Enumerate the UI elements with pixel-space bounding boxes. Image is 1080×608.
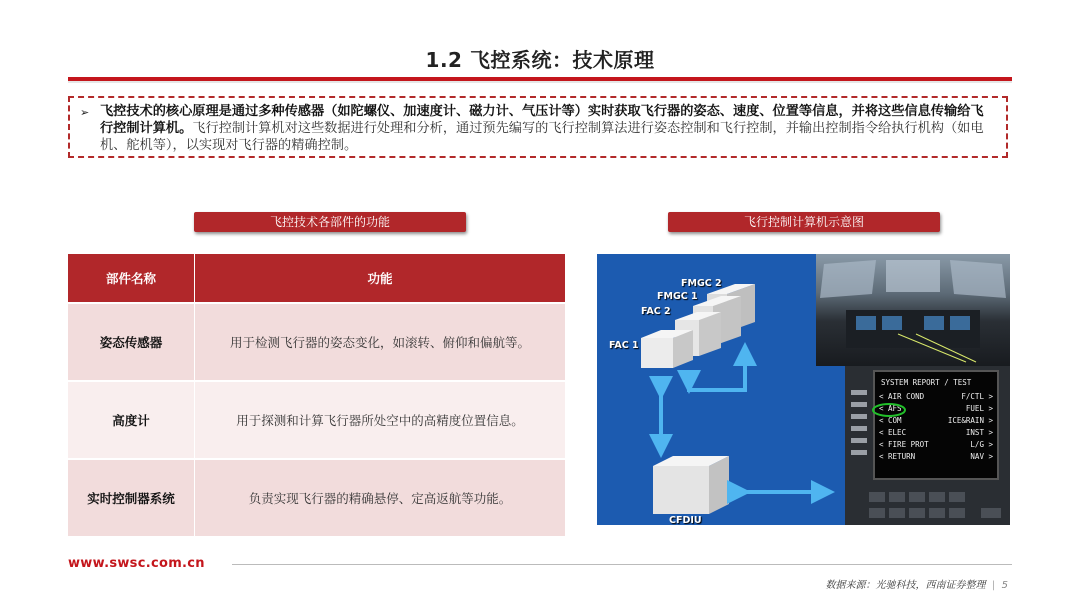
mcdu-left-line: < FIRE PROT xyxy=(879,440,929,449)
fac1-label: FAC 1 xyxy=(609,340,639,351)
cfdiu-label: CFDIU xyxy=(669,515,702,525)
summary-box xyxy=(68,96,1008,158)
cockpit-windows-icon xyxy=(816,254,1010,366)
mcdu-left-line: < ELEC xyxy=(879,428,907,437)
table-row xyxy=(68,459,565,536)
mcdu-left-line: < COM xyxy=(879,416,902,425)
component-name: 高度计 xyxy=(68,381,195,459)
table-header-row xyxy=(68,254,565,303)
bus-arrow-icon xyxy=(689,354,745,390)
right-section-title: 飞行控制计算机示意图 xyxy=(668,212,940,232)
left-section-title: 飞控技术各部件的功能 xyxy=(194,212,466,232)
mcdu-left-line: < AFS xyxy=(879,404,902,413)
cfdiu-box-icon xyxy=(653,456,729,514)
component-name: 实时控制器系统 xyxy=(68,459,195,536)
column-header-name: 部件名称 xyxy=(68,254,195,303)
component-function: 用于检测飞行器的姿态变化，如滚转、俯仰和偏航等。 xyxy=(195,303,566,381)
table-row xyxy=(68,303,565,381)
page-title: 1.2 飞控系统：技术原理 xyxy=(425,48,655,72)
component-name: 姿态传感器 xyxy=(68,303,195,381)
footer-divider xyxy=(232,564,1012,565)
fac2-label: FAC 2 xyxy=(641,306,671,317)
arrow-bullet-icon: ➢ xyxy=(80,106,90,119)
mcdu-right-line: L/G > xyxy=(970,440,993,449)
footer-website-link[interactable]: www.swsc.com.cn xyxy=(68,556,205,571)
component-function: 用于探测和计算飞行器所处空中的高精度位置信息。 xyxy=(195,381,566,459)
fac1-box-icon xyxy=(641,330,693,368)
column-header-function: 功能 xyxy=(195,254,566,303)
table-row xyxy=(68,381,565,459)
component-function: 负责实现飞行器的精确悬停、定高返航等功能。 xyxy=(195,459,566,536)
mcdu-right-line: NAV > xyxy=(970,452,993,461)
mcdu-left-line: < RETURN xyxy=(879,452,916,461)
component-function-table xyxy=(68,254,565,536)
fmgc1-label: FMGC 1 xyxy=(657,291,698,302)
summary-normal-text: 飞行控制计算机对这些数据进行处理和分析，通过预先编写的飞行控制算法进行姿态控制和飞行控制，并输出控制指令给执行机构（如电机、舵机等），以实现对飞行器的精确控制。 xyxy=(100,121,984,153)
mcdu-screen xyxy=(873,370,999,480)
mcdu-header: SYSTEM REPORT / TEST xyxy=(881,378,972,387)
fmgc2-label: FMGC 2 xyxy=(681,278,722,289)
footer-source: 数据来源：光驰科技，西南证券整理 | 5 xyxy=(825,580,1008,591)
cockpit-photo xyxy=(816,254,1010,366)
mcdu-right-line: FUEL > xyxy=(965,404,993,413)
mcdu-right-line: F/CTL > xyxy=(961,392,993,401)
mcdu-right-line: ICE&RAIN > xyxy=(947,416,993,425)
footer-source-text: 数据来源：光驰科技，西南证券整理 xyxy=(825,580,986,591)
title-divider xyxy=(68,77,1012,83)
summary-bold-text: 飞控技术的核心原理是通过多种传感器（如陀螺仪、加速度计、磁力计、气压计等）实时获取飞行器的姿态、速度、位置等信息，并将这些信息传输给飞行控制计算机。 xyxy=(100,104,984,136)
mcdu-left-line: < AIR COND xyxy=(879,392,925,401)
mcdu-panel xyxy=(845,366,1010,525)
page-number: 5 xyxy=(1001,580,1008,591)
mcdu-right-line: INST > xyxy=(965,428,993,437)
flight-computer-diagram xyxy=(597,254,1010,525)
